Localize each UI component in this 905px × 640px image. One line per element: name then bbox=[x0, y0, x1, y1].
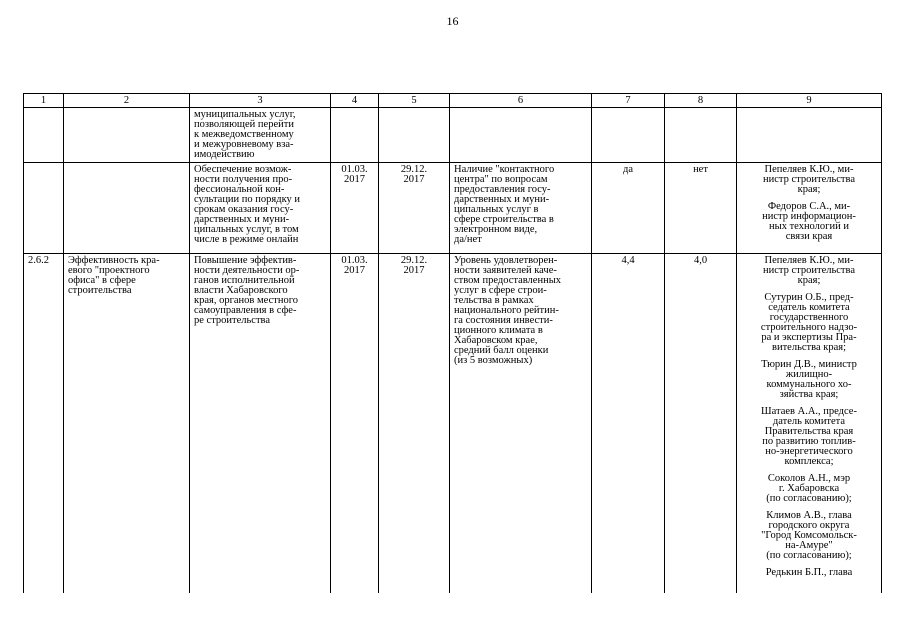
column-header: 4 bbox=[331, 94, 379, 108]
value-cell: да bbox=[592, 163, 665, 254]
responsible-entry: Пепеляев К.Ю., ми- нистр строительства края; bbox=[763, 255, 855, 286]
responsible-cell bbox=[737, 163, 882, 254]
column-header: 6 bbox=[450, 94, 592, 108]
column-header: 5 bbox=[379, 94, 450, 108]
responsible-cell bbox=[737, 108, 882, 163]
measure-cell: Обеспечение возмож- ности получения про- фессиональной кон- сультации по порядку и срокам оказания госу- дарственных и муни- ципальных услуг, в том числе в режиме онлайн bbox=[190, 163, 331, 254]
responsible-entry: Сутурин О.Б., пред- седатель комитета государственного строительного надзо- ра и экспертизы Пра- вительства края; bbox=[760, 292, 858, 353]
row-number-cell: 2.6.2 bbox=[24, 254, 64, 594]
page-number: 16 bbox=[446, 14, 459, 28]
header-row bbox=[24, 94, 882, 108]
responsible-entry: Соколов А.Н., мэр г. Хабаровска (по согласованию); bbox=[766, 473, 852, 504]
indicator-cell bbox=[450, 108, 592, 163]
column-header: 7 bbox=[592, 94, 665, 108]
value-cell: 4,0 bbox=[665, 254, 737, 594]
row-name-cell: Эффективность кра- евого "проектного офиса" в сфере строительства bbox=[64, 254, 190, 594]
end-date-cell bbox=[379, 108, 450, 163]
start-date-cell bbox=[331, 108, 379, 163]
end-date-cell: 29.12. 2017 bbox=[379, 163, 450, 254]
indicator-cell: Уровень удовлетворен- ности заявителей каче- ством предоставленных услуг в сфере строи- тельства в рамках национального рейтин- га состояния инвести- ционного климата в Хабаровском крае, средний балл оценки (из 5 возможных) bbox=[450, 254, 592, 594]
row-number-cell bbox=[24, 108, 64, 163]
column-header: 1 bbox=[24, 94, 64, 108]
measure-cell: муниципальных услуг, позволяющей перейти к межведомственному и межуровневому вза- имодействию bbox=[190, 108, 331, 163]
end-date-cell: 29.12. 2017 bbox=[379, 254, 450, 594]
value-cell bbox=[665, 108, 737, 163]
column-header: 3 bbox=[190, 94, 331, 108]
column-header: 9 bbox=[737, 94, 882, 108]
responsible-entry: Шатаев А.А., предсе- датель комитета Правительства края по развитию топлив- но-энергетического комплекса; bbox=[761, 406, 857, 467]
table-row bbox=[24, 108, 882, 163]
row-name-cell bbox=[64, 163, 190, 254]
indicator-cell: Наличие "контактного центра" по вопросам предоставления госу- дарственных и муни- ципальных услуг в сфере строительства в электронном виде, да/нет bbox=[450, 163, 592, 254]
responsible-entry: Тюрин Д.В., министр жилищно- коммунального хо- зяйства края; bbox=[761, 359, 857, 400]
value-cell bbox=[592, 108, 665, 163]
responsible-entry: Пепеляев К.Ю., ми- нистр строительства края; bbox=[763, 164, 855, 195]
responsible-cell bbox=[737, 254, 882, 594]
column-header: 2 bbox=[64, 94, 190, 108]
measure-cell: Повышение эффектив- ности деятельности ор- ганов исполнительной власти Хабаровского края, органов местного самоуправления в сфе- ре строительства bbox=[190, 254, 331, 594]
responsible-entry: Федоров С.А., ми- нистр информацион- ных технологий и связи края bbox=[762, 201, 856, 242]
value-cell: 4,4 bbox=[592, 254, 665, 594]
table-row bbox=[24, 163, 882, 254]
responsible-entry: Редькин Б.П., глава bbox=[765, 567, 853, 578]
start-date-cell: 01.03. 2017 bbox=[331, 254, 379, 594]
row-number-cell bbox=[24, 163, 64, 254]
responsible-entry: Климов А.В., глава городского округа "Город Комсомольск- на-Амуре" (по согласованию); bbox=[761, 510, 857, 561]
value-cell: нет bbox=[665, 163, 737, 254]
measures-table bbox=[23, 93, 882, 593]
table-row bbox=[24, 254, 882, 594]
column-header: 8 bbox=[665, 94, 737, 108]
start-date-cell: 01.03. 2017 bbox=[331, 163, 379, 254]
row-name-cell bbox=[64, 108, 190, 163]
